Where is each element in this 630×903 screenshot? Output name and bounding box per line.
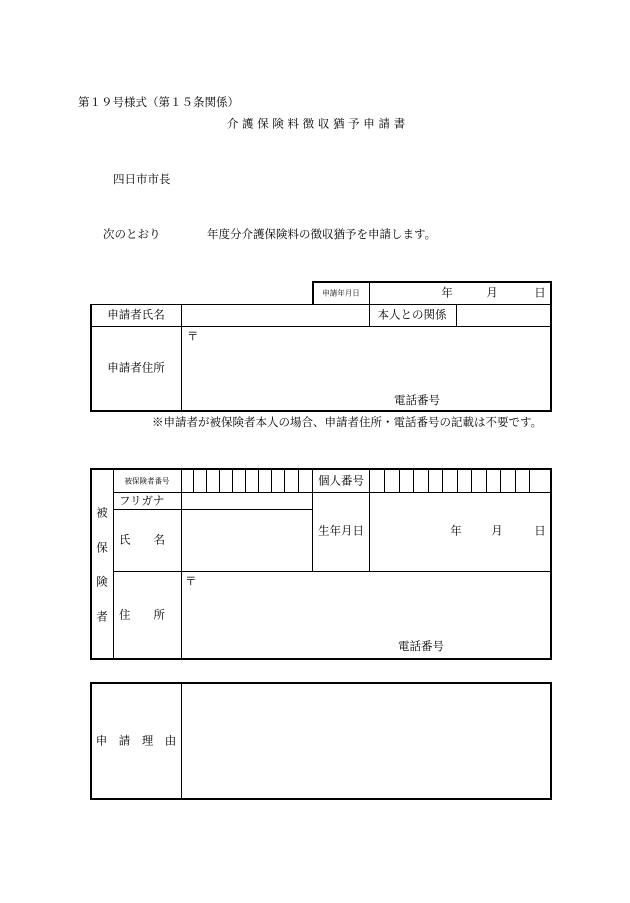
insured-side-label-4: 者 [96,609,108,624]
furigana-field[interactable] [183,494,311,508]
birth-year-unit: 年 [450,523,462,538]
insured-address-field[interactable] [183,573,549,657]
insured-phone-label: 電話番号 [398,639,444,653]
date-year-unit: 年 [441,285,453,300]
applicant-note: ※申請者が被保険者本人の場合、申請者住所・電話番号の記載は不要です。 [152,415,543,429]
insured-address-label: 住 所 [119,607,165,622]
page-title: 介 護 保 険 料 徴 収 猶 予 申 請 書 [226,116,406,131]
reason-field[interactable] [183,685,549,797]
form-number: 第１９号様式（第１５条関係） [78,95,239,109]
applicant-phone-label: 電話番号 [394,393,440,407]
relation-field[interactable] [458,306,549,325]
applicant-address-label: 申請者住所 [107,360,165,375]
insured-name-field[interactable] [183,511,311,570]
insured-number-label: 被保険者番号 [124,476,170,486]
application-date-label: 申請年月日 [322,288,360,298]
applicant-name-label: 申請者氏名 [107,307,165,322]
application-date-field[interactable] [371,283,549,304]
insured-postal-mark: 〒 [185,574,197,588]
insured-number-field[interactable] [183,471,311,491]
furigana-label: フリガナ [119,493,165,508]
birthdate-label: 生年月日 [318,523,364,538]
relation-label: 本人との関係 [377,307,447,322]
date-day-unit: 日 [534,285,546,300]
intro-text: 年度分介護保険料の徴収猶予を申請します。 [207,227,437,241]
birth-month-unit: 月 [491,523,503,538]
intro-prefix: 次のとおり [103,227,161,241]
insured-side-label-1: 被 [96,505,108,520]
birth-day-unit: 日 [534,523,546,538]
addressee: 四日市市長 [113,172,171,186]
personal-number-label: 個人番号 [318,473,364,488]
personal-number-field[interactable] [371,471,549,491]
insured-side-label-3: 険 [96,574,108,589]
date-month-unit: 月 [486,285,498,300]
applicant-postal-mark: 〒 [187,329,199,343]
reason-label: 申 請 理 由 [95,733,177,748]
applicant-address-field[interactable] [183,328,549,409]
insured-side-label-2: 保 [96,540,108,555]
insured-name-label: 氏 名 [119,532,165,547]
applicant-name-field[interactable] [183,306,368,325]
